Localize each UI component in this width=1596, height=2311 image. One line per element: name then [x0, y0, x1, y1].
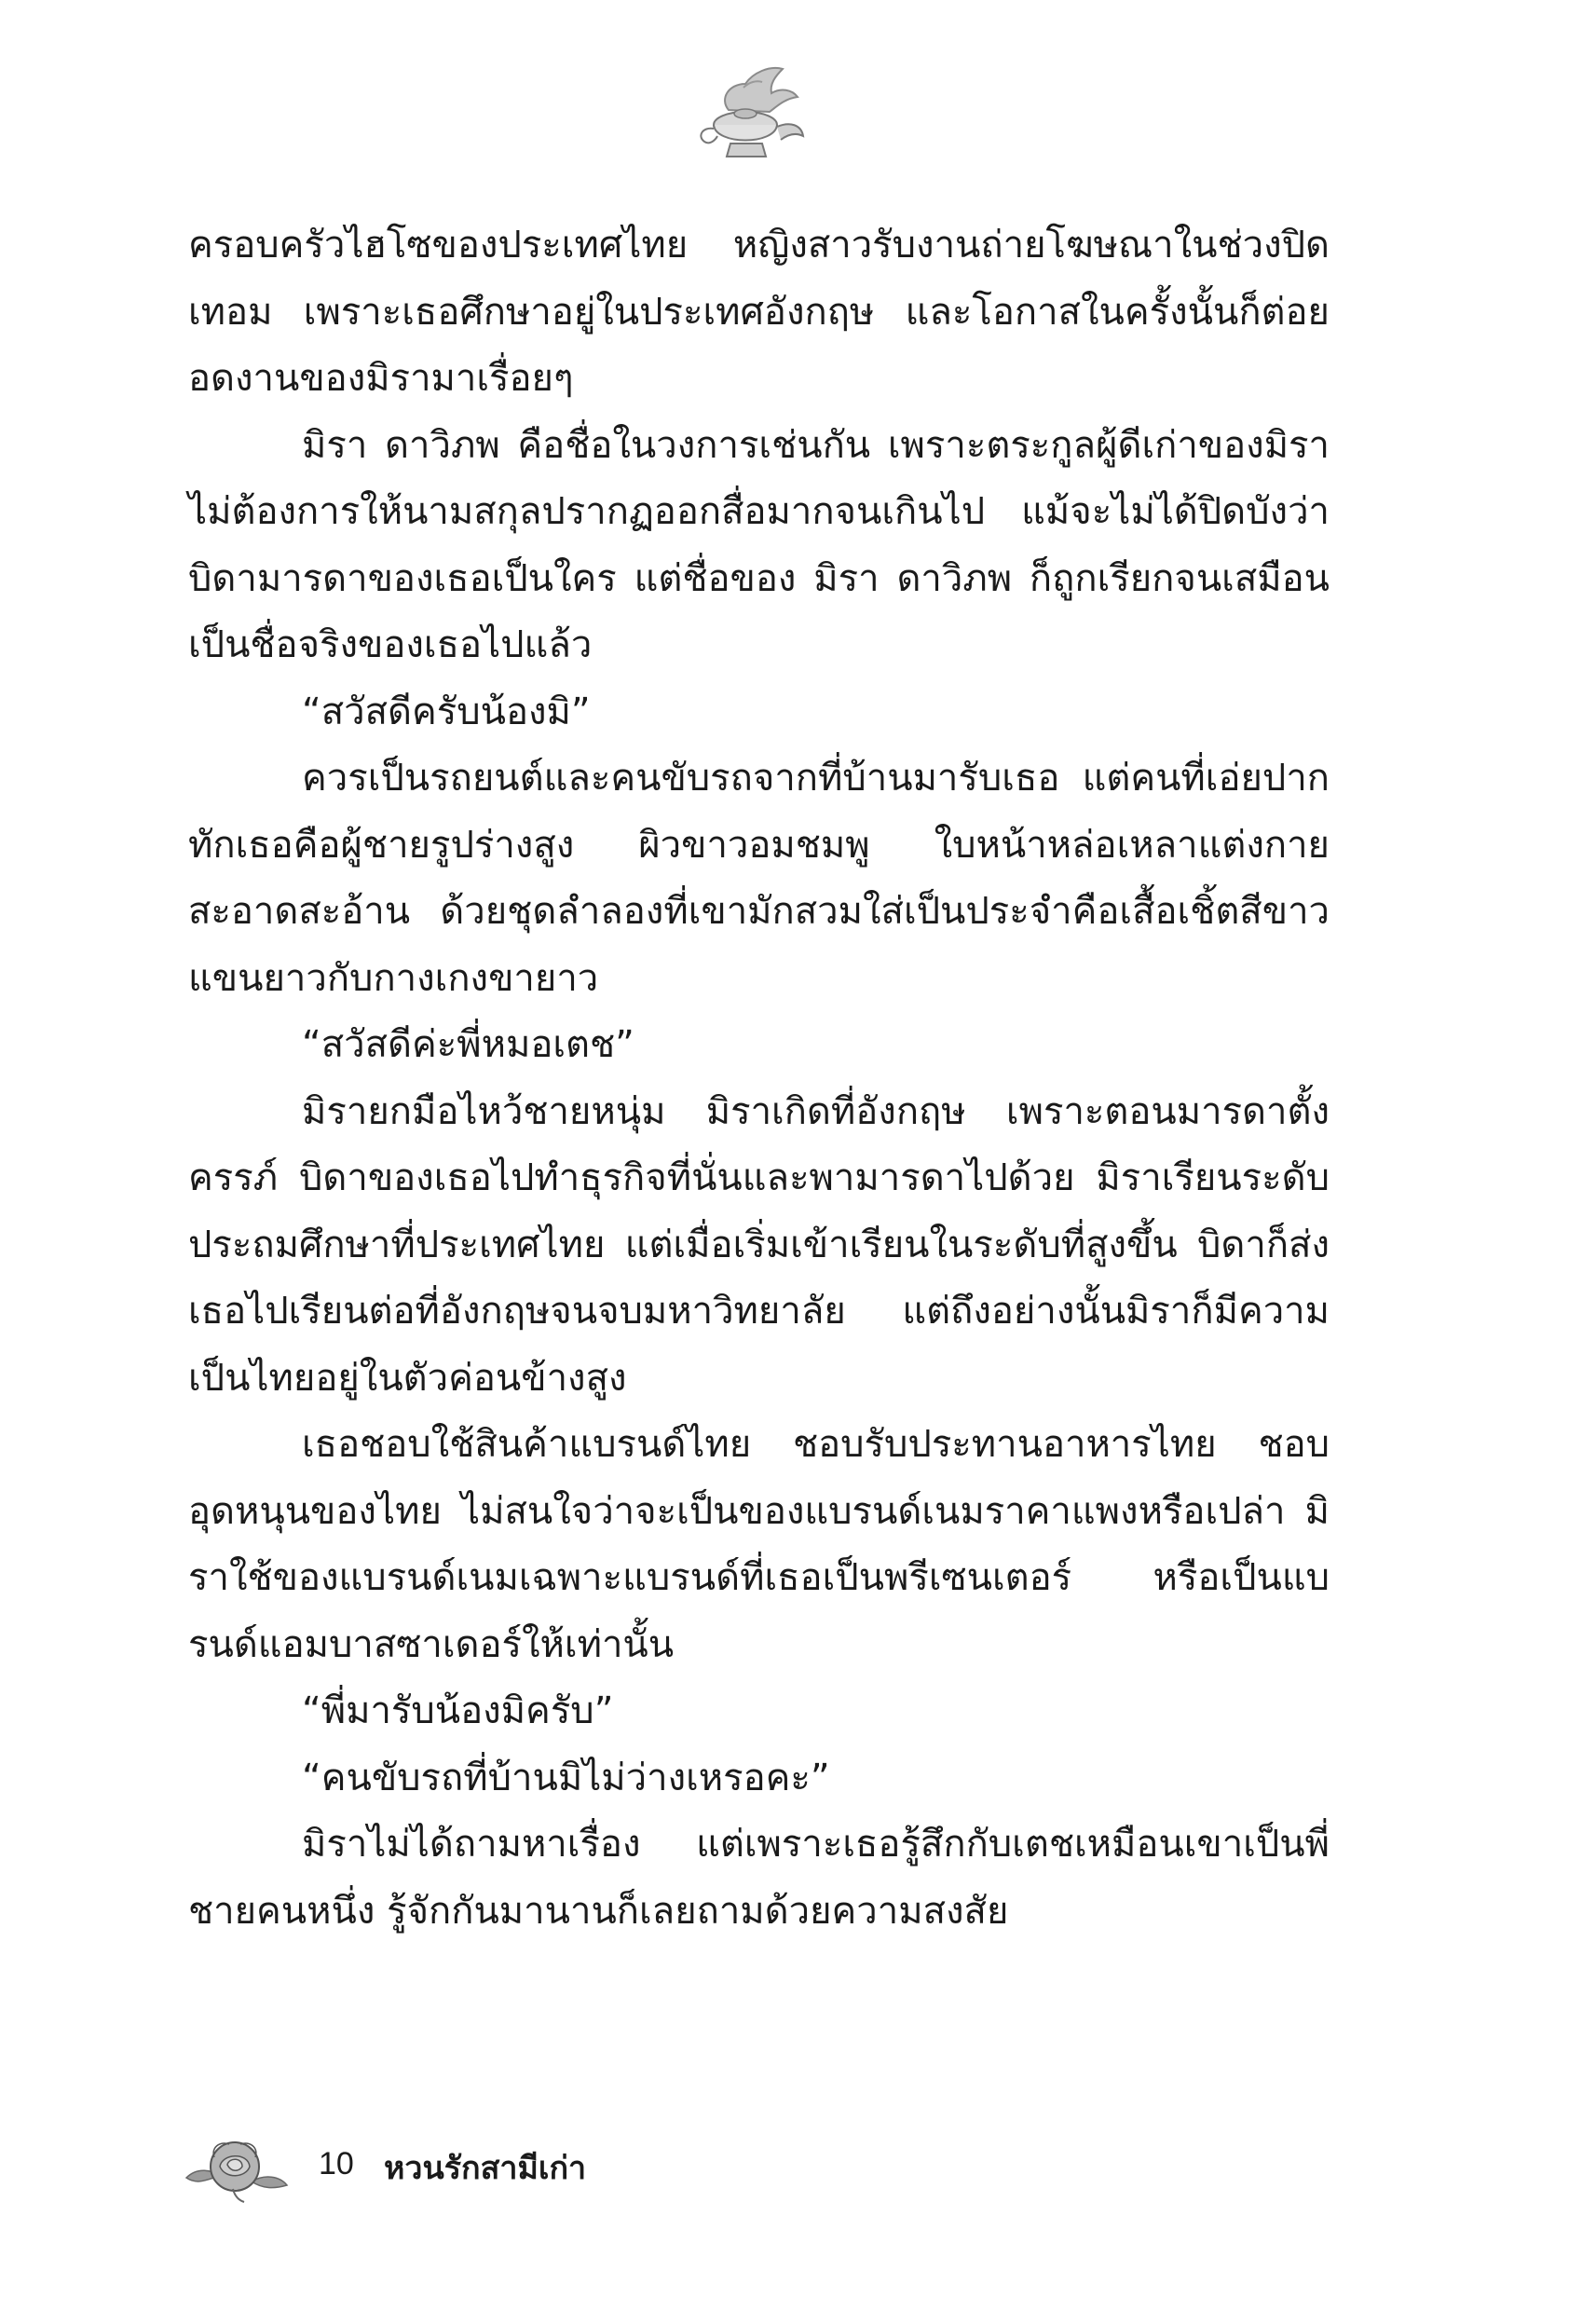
- paragraph-4: ควรเป็นรถยนต์และคนขับรถจากที่บ้านมารับเธอ แต่คนที่เอ่ยปากทักเธอคือผู้ชายรูปร่างสูง ผิวขาวอมชมพู ใบหน้าหล่อเหลาแต่งกายสะอาดสะอ้าน ด้วยชุดลำลองที่เขามักสวมใส่เป็นประจำคือเสื้อเชิ้ตสีขาวแขนยาวกับกางเกงขายาว: [188, 757, 1330, 1000]
- paragraph-7: เธอชอบใช้สินค้าแบรนด์ไทย ชอบรับประทานอาหารไทย ชอบอุดหนุนของไทย ไม่สนใจว่าจะเป็นของแบรนด์เนมราคาแพงหรือเปล่า มิราใช้ของแบรนด์เนมเฉพาะแบรนด์ที่เธอเป็นพรีเซนเตอร์ หรือเป็นแบรนด์แอมบาสซาเดอร์ให้เท่านั้น: [188, 1423, 1330, 1666]
- page-footer: [179, 2129, 831, 2213]
- body-text: [188, 212, 1330, 1945]
- rose-icon: [179, 2129, 291, 2204]
- page-number: 10: [319, 2146, 354, 2181]
- paragraph-2: มิรา ดาวิภพ คือชื่อในวงการเช่นกัน เพราะตระกูลผู้ดีเก่าของมิรา ไม่ต้องการให้นามสกุลปรากฏออกสื่อมากจนเกินไป แม้จะไม่ได้ปิดบังว่าบิดามารดาของเธอเป็นใคร แต่ชื่อของ มิรา ดาวิภพ ก็ถูกเรียกจนเสมือนเป็นชื่อจริงของเธอไปแล้ว: [188, 423, 1330, 666]
- paragraph-3: “สวัสดีครับน้องมิ”: [302, 690, 591, 733]
- paragraph-10: มิราไม่ได้ถามหาเรื่อง แต่เพราะเธอรู้สึกกับเตชเหมือนเขาเป็นพี่ชายคนหนึ่ง รู้จักกันมานานก็เลยถามด้วยความสงสัย: [188, 1823, 1330, 1933]
- paragraph-9: “คนขับรถที่บ้านมิไม่ว่างเหรอคะ”: [302, 1756, 830, 1799]
- genie-lamp-icon: [691, 56, 812, 168]
- paragraph-6: มิรายกมือไหว้ชายหนุ่ม มิราเกิดที่อังกฤษ เพราะตอนมารดาตั้งครรภ์ บิดาของเธอไปทำธุรกิจที่นั่นและพามารดาไปด้วย มิราเรียนระดับประถมศึกษาที่ประเทศไทย แต่เมื่อเริ่มเข้าเรียนในระดับที่สูงขึ้น บิดาก็ส่งเธอไปเรียนต่อที่อังกฤษจนจบมหาวิทยาลัย แต่ถึงอย่างนั้นมิราก็มีความเป็นไทยอยู่ในตัวค่อนข้างสูง: [188, 1089, 1330, 1400]
- book-title: หวนรักสามีเก่า: [384, 2150, 587, 2187]
- paragraph-5: “สวัสดีค่ะพี่หมอเตช”: [302, 1023, 634, 1066]
- paragraph-1: ครอบครัวไฮโซของประเทศไทย หญิงสาวรับงานถ่ายโฆษณาในช่วงปิดเทอม เพราะเธอศึกษาอยู่ในประเทศอังกฤษ และโอกาสในครั้งนั้นก็ต่อยอดงานของมิรามาเรื่อยๆ: [188, 224, 1330, 400]
- paragraph-8: “พี่มารับน้องมิครับ”: [302, 1689, 614, 1732]
